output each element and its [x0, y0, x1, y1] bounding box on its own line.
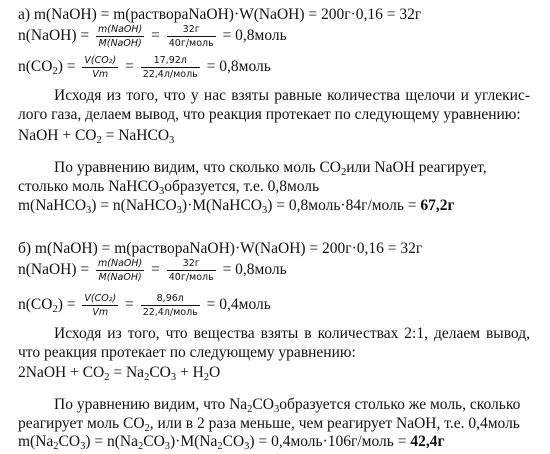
fraction-values [167, 258, 216, 283]
equals: = [151, 27, 160, 45]
result: = 0,4моль [206, 296, 271, 314]
subscript: 3 [261, 205, 268, 216]
subscript: 2 [96, 135, 102, 146]
eq-part: + H [176, 364, 204, 381]
subscript: 2 [52, 66, 58, 78]
denominator: M(NaOH) [98, 38, 142, 49]
numerator: 17,92л [141, 55, 200, 68]
denominator: 22,4л/моль [142, 69, 198, 80]
part-a-paragraph-2-line-2 [18, 178, 319, 198]
subscript: 2 [53, 441, 59, 452]
subscript: 2 [104, 372, 110, 383]
text: CO [252, 396, 274, 413]
part-a-mass-nahco3 [18, 197, 455, 217]
subscript: 3 [159, 186, 165, 197]
part-a-moles-naoh [18, 24, 287, 49]
part-b-reaction-equation [18, 364, 220, 384]
result: = 0,8моль [222, 27, 287, 45]
fraction-values [141, 293, 200, 318]
subscript: 3 [244, 441, 250, 452]
text: столько моль NaHCO [18, 178, 159, 195]
part-b-moles-co2 [18, 293, 271, 318]
subscript: 2 [137, 441, 144, 452]
subscript: 2 [203, 372, 210, 383]
equals: = [125, 296, 134, 314]
subscript: 2 [52, 304, 58, 316]
text: По уравнению видим, что Na [54, 396, 248, 413]
part-b-mass-naoh: б) m(NaOH) = m(раствораNaOH)·W(NaOH) = 200г·0,16 = 32г [18, 240, 423, 257]
eq-part: O [209, 364, 221, 381]
part-b-paragraph-1-line-2: что реакция протекает по следующему уравнению: [18, 344, 356, 361]
subscript: 2 [247, 404, 253, 415]
eq-part: CO [149, 364, 171, 381]
subscript: 2 [341, 167, 347, 178]
text: CO [222, 433, 245, 450]
numerator: V(CO₂) [84, 293, 117, 304]
subscript: 2 [144, 372, 150, 383]
fraction-mass-over-molar [96, 24, 144, 49]
text: )·M(NaHCO [181, 197, 262, 214]
part-a-moles-co2 [18, 55, 271, 80]
numerator: m(NaOH) [98, 258, 143, 269]
fraction-volume-over-molar-volume [82, 293, 118, 318]
eq-part: 2NaOH + CO [18, 364, 105, 381]
text: CO [143, 433, 165, 450]
result: = 0,8моль [222, 261, 287, 279]
text: m(NaHCO [18, 197, 87, 214]
denominator: Vm [92, 307, 109, 318]
result: = 0,8моль [206, 58, 271, 76]
subscript: 3 [80, 441, 86, 452]
part-b-mass-na2co3 [18, 433, 445, 453]
numerator: 32г [167, 258, 216, 271]
text: ) = 0,8моль·84г/моль = [267, 197, 421, 214]
text: или NaOH реагирует, [346, 159, 487, 176]
text: образуется столько же моль, сколько [279, 396, 521, 413]
eq-part: = NaHCO [101, 127, 170, 144]
part-a-paragraph-1-line-1: Исходя из того, что у нас взяты равные количества щелочи и углекис- [54, 87, 530, 104]
equals: = [151, 261, 160, 279]
subscript: 3 [164, 441, 171, 452]
part-a-paragraph-1-line-2: лого газа, делаем вывод, что реакция протекает по следующему уравнению: [18, 106, 521, 123]
numerator: m(NaOH) [98, 24, 143, 35]
text: m(Na [18, 433, 54, 450]
lhs-end: ) = [57, 296, 76, 314]
subscript: 2 [144, 423, 150, 434]
lhs: n(NaOH) = [18, 27, 90, 45]
fraction-volume-over-molar-volume [82, 55, 118, 80]
fraction-mass-over-molar [96, 258, 144, 283]
eq-part: NaOH + CO [18, 127, 97, 144]
denominator: Vm [92, 69, 109, 80]
subscript: 3 [273, 404, 280, 415]
part-b-paragraph-1-line-1: Исходя из того, что вещества взяты в количествах 2:1, делаем вывод, [54, 325, 530, 342]
subscript: 3 [170, 372, 177, 383]
text: ) = n(Na [85, 433, 138, 450]
numerator: 32г [167, 24, 216, 37]
subscript: 2 [217, 441, 223, 452]
lhs-end: ) = [57, 58, 76, 76]
text: По уравнению видим, что сколько моль CO [54, 159, 341, 176]
lhs: n(CO [18, 58, 53, 76]
fraction-values [141, 55, 200, 80]
text: CO [58, 433, 81, 450]
text: )·M(Na [170, 433, 218, 450]
text: , или в 2 раза меньше, чем реагирует NaOH, т.е. 0,4моль [149, 415, 520, 432]
part-a-reaction-equation [18, 127, 174, 147]
final-answer: 42,4г [410, 433, 445, 450]
denominator: 40г/моль [168, 272, 214, 283]
fraction-values [167, 24, 216, 49]
lhs: n(CO [18, 296, 53, 314]
final-answer: 67,2г [420, 197, 455, 214]
part-b-paragraph-2-line-2 [18, 415, 520, 435]
lhs: n(NaOH) = [18, 261, 90, 279]
text: образуется, т.е. 0,8моль [164, 178, 320, 195]
part-a-paragraph-2-line-1 [54, 159, 487, 179]
subscript: 3 [86, 205, 92, 216]
text: реагирует моль CO [18, 415, 145, 432]
text: ) = 0,4моль·106г/моль = [249, 433, 411, 450]
subscript: 3 [176, 205, 182, 216]
denominator: 40г/моль [168, 38, 214, 49]
subscript: 3 [169, 135, 175, 146]
denominator: M(NaOH) [98, 272, 142, 283]
numerator: V(CO₂) [84, 55, 117, 66]
denominator: 22,4л/моль [142, 307, 198, 318]
equals: = [125, 58, 134, 76]
text: ) = n(NaHCO [91, 197, 177, 214]
eq-part: = Na [109, 364, 145, 381]
part-b-paragraph-2-line-1 [54, 396, 520, 416]
part-b-moles-naoh [18, 258, 287, 283]
numerator: 8,96л [141, 293, 200, 306]
part-a-mass-naoh: а) m(NaOH) = m(раствораNaOH)·W(NaOH) = 200г·0,16 = 32г [18, 6, 422, 23]
